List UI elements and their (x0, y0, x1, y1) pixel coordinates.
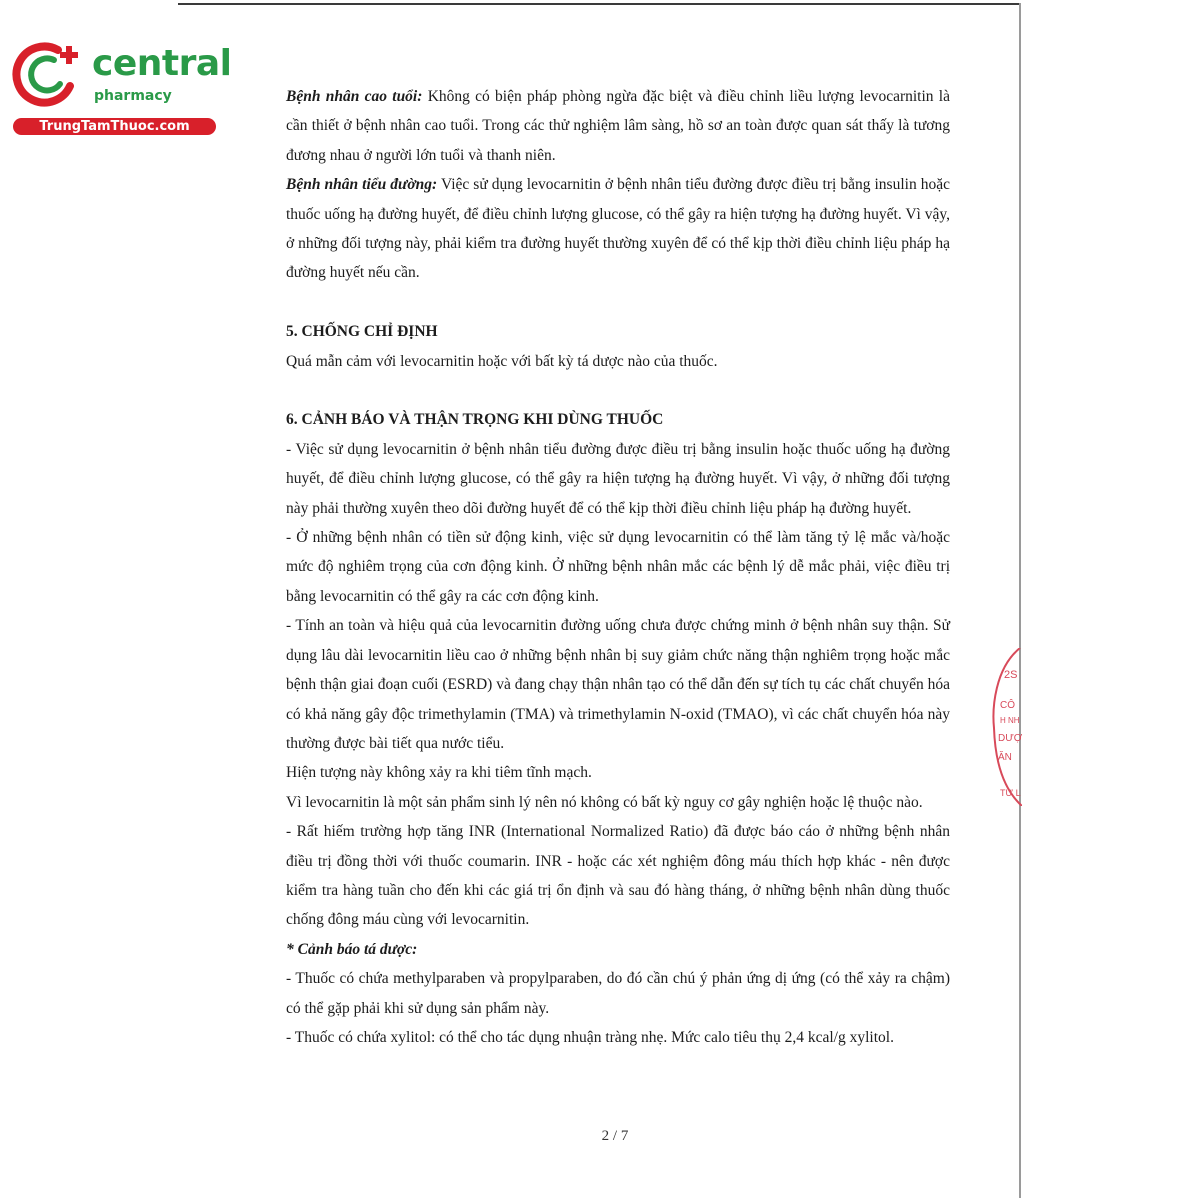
warning-paragraph-4: Hiện tượng này không xảy ra khi tiêm tĩnh mạch. (286, 764, 592, 782)
top-border-line (178, 3, 1020, 5)
red-stamp-fragment (990, 648, 1022, 806)
logo-subtitle: pharmacy (94, 88, 172, 104)
stamp-text-1: 2S (1004, 669, 1018, 681)
elderly-paragraph (286, 82, 950, 170)
excipient-warning-heading: * Cảnh báo tá dược: (286, 940, 418, 958)
section-6-heading: 6. CẢNH BÁO VÀ THẬN TRỌNG KHI DÙNG THUỐC (286, 411, 664, 429)
logo-url-badge[interactable]: TrungTamThuoc.com (13, 118, 216, 135)
elderly-label: Bệnh nhân cao tuổi: (286, 88, 423, 105)
page-number: 2 / 7 (601, 1128, 629, 1144)
warning-paragraph-2: - Ở những bệnh nhân có tiền sử động kinh, việc sử dụng levocarnitin có thể làm tăng tỷ lệ mắc và/hoặc mức độ nghiêm trọng của cơn động kinh. Ở những bệnh nhân mắc các bệnh lý dễ mắc phải, việc điều trị bằng levocarnitin có thể gây ra các cơn động kinh. (286, 529, 950, 605)
document-body (286, 82, 950, 1052)
diabetic-text: Việc sử dụng levocarnitin ở bệnh nhân tiểu đường được điều trị bằng insulin hoặc thuốc uống hạ đường huyết, để điều chỉnh lượng glucose, có thể gây ra hiện tượng hạ đường huyết. Vì vậy, ở những đối tượng này, phải kiểm tra đường huyết thường xuyên để có thể kịp thời điều chỉnh liệu pháp hạ đường huyết nếu cần. (286, 176, 950, 282)
warning-paragraph-5: Vì levocarnitin là một sản phẩm sinh lý nên nó không có bất kỳ nguy cơ gây nghiện hoặc lệ thuộc nào. (286, 793, 923, 811)
stamp-text-3: H NH (1000, 716, 1020, 725)
excipient-paragraph-1: - Thuốc có chứa methylparaben và propylparaben, do đó cần chú ý phản ứng dị ứng (có thể xảy ra chậm) có thể gặp phải khi sử dụng sản phẩm này. (286, 970, 950, 1017)
stamp-text-2: CÔ (1000, 700, 1015, 711)
stamp-text-6: TỪ L (1000, 788, 1021, 798)
diabetic-label: Bệnh nhân tiểu đường: (286, 176, 438, 194)
diabetic-paragraph (286, 170, 950, 288)
central-pharmacy-logo[interactable] (8, 38, 232, 138)
excipient-paragraph-2: - Thuốc có chứa xylitol: có thể cho tác dụng nhuận tràng nhẹ. Mức calo tiêu thụ 2,4 kcal/g xylitol. (286, 1028, 894, 1046)
warning-paragraph-6: - Rất hiếm trường hợp tăng INR (International Normalized Ratio) đã được báo cáo ở những bệnh nhân điều trị đồng thời với thuốc coumarin. INR - hoặc các xét nghiệm đông máu thích hợp khác - nên được kiểm tra hàng tuần cho đến khi các giá trị ổn định và sau đó hàng tháng, ở những bệnh nhân dùng thuốc chống đông máu cùng với levocarnitin. (286, 823, 950, 929)
section-5-text: Quá mẫn cảm với levocarnitin hoặc với bất kỳ tá dược nào của thuốc. (286, 352, 718, 370)
warning-paragraph-1: - Việc sử dụng levocarnitin ở bệnh nhân tiểu đường được điều trị bằng insulin hoặc thuốc uống hạ đường huyết, để điều chỉnh lượng glucose, có thể gây ra hiện tượng hạ đường huyết. Vì vậy, ở những đối tượng này phải thường xuyên theo dõi đường huyết để có thể kịp thời điều chỉnh liệu pháp hạ đường huyết. (286, 440, 950, 517)
stamp-text-4: DƯỢ (998, 733, 1022, 744)
logo-name: central (92, 43, 232, 84)
section-5-heading: 5. CHỐNG CHỈ ĐỊNH (286, 323, 438, 341)
elderly-text: Không có biện pháp phòng ngừa đặc biệt và điều chỉnh liều lượng levocarnitin là cần thiết ở bệnh nhân cao tuổi. Trong các thử nghiệm lâm sàng, hồ sơ an toàn được quan sát thấy là tương đương nhau ở người lớn tuổi và thanh niên. (286, 88, 950, 164)
pharmacy-cross-icon (8, 38, 88, 108)
stamp-text-5: ĂN (998, 752, 1012, 763)
right-border-line (1019, 3, 1021, 1198)
warning-paragraph-3: - Tính an toàn và hiệu quả của levocarnitin đường uống chưa được chứng minh ở bệnh nhân suy thận. Sử dụng lâu dài levocarnitin liều cao ở những bệnh nhân bị suy giảm chức năng thận nghiêm trọng hoặc mắc bệnh thận giai đoạn cuối (ESRD) và đang chạy thận nhân tạo có thể dẫn đến sự tích tụ các chất chuyển hóa có khả năng gây độc trimethylamin (TMA) và trimethylamin N-oxid (TMAO), vì các chất chuyển hóa này thường được bài tiết qua nước tiểu. (286, 617, 950, 752)
